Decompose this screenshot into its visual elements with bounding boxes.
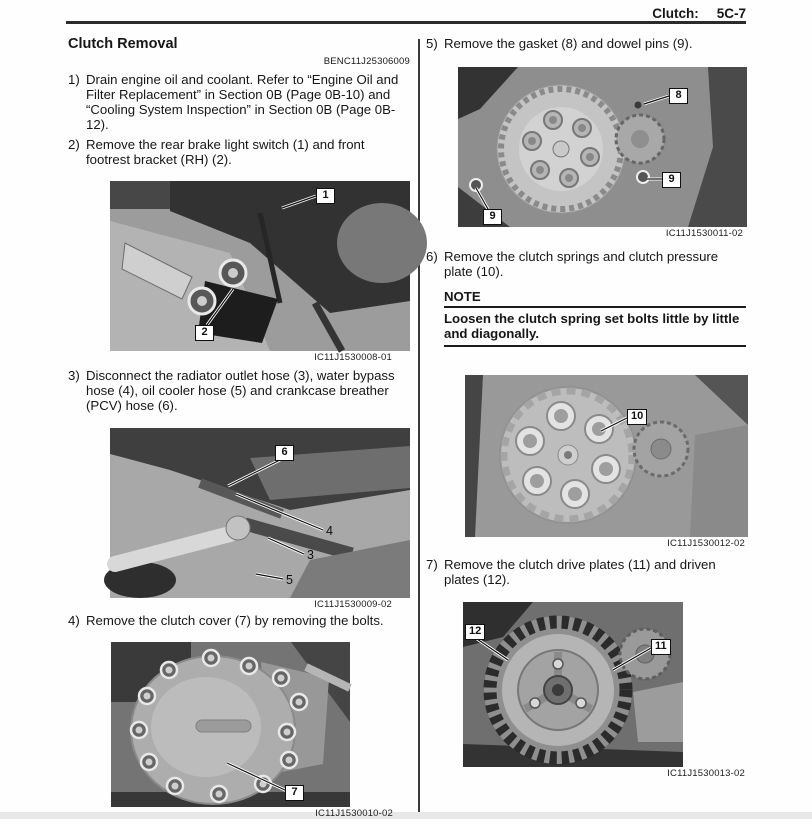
figure-caption: IC11J1530010-02 (315, 808, 393, 819)
step-text: Disconnect the radiator outlet hose (3), water bypass hose (4), oil cooler hose (5) and crankcase breather (PCV) hose (6). (86, 368, 395, 413)
right-column (426, 31, 748, 779)
figure-pressure-plate (465, 375, 748, 549)
step-number: 7) (426, 557, 438, 572)
step-text: Remove the clutch cover (7) by removing the bolts. (86, 613, 384, 628)
callout-label: 11 (651, 639, 671, 655)
photo-illustration (110, 428, 410, 598)
column-divider (418, 39, 420, 812)
figure-clutch-cover (111, 642, 410, 819)
step-text: Remove the rear brake light switch (1) and front footrest bracket (RH) (2). (86, 137, 365, 167)
step-item-1 (68, 72, 410, 132)
figure-caption: IC11J1530012-02 (667, 538, 745, 549)
callout-label: 2 (195, 325, 214, 341)
figure-brake-light-switch (110, 181, 410, 363)
photo-pressure-plate (465, 375, 748, 537)
document-ref-code: BENC11J25306009 (323, 56, 410, 67)
header-rule (66, 21, 746, 24)
photo-gasket-dowel-pins (458, 67, 747, 227)
photo-illustration (458, 67, 747, 227)
note-divider (444, 345, 746, 347)
figure-gasket-dowel-pins (458, 67, 748, 239)
callout-label: 12 (465, 624, 485, 640)
callout-label: 1 (316, 188, 335, 204)
callout-label: 9 (662, 172, 681, 188)
step-item-3 (68, 368, 410, 413)
step-number: 5) (426, 36, 438, 51)
step-text: Drain engine oil and coolant. Refer to “Engine Oil and Filter Replacement” in Section 0B (Page 0B-10) and “Cooling System Inspection” in Section 0B (Page 0B-12). (86, 72, 399, 132)
step-text: Remove the clutch drive plates (11) and driven plates (12). (444, 557, 716, 587)
callout-label: 10 (627, 409, 647, 425)
figure-drive-plates (463, 602, 748, 779)
note-divider (444, 306, 746, 308)
figure-hoses (110, 428, 410, 610)
step-number: 1) (68, 72, 80, 87)
note-label: NOTE (444, 289, 481, 304)
step-number: 4) (68, 613, 80, 628)
section-title: Clutch Removal (68, 36, 178, 52)
photo-illustration (110, 181, 410, 351)
photo-illustration (465, 375, 748, 537)
step-text: Remove the gasket (8) and dowel pins (9). (444, 36, 693, 51)
callout-label: 4 (326, 524, 333, 538)
step-number: 6) (426, 249, 438, 264)
photo-drive-plates (463, 602, 683, 767)
photo-clutch-cover (111, 642, 350, 807)
callout-label: 3 (307, 548, 314, 562)
header-section-label: Clutch: (652, 6, 699, 21)
callout-label: 8 (669, 88, 688, 104)
step-item-4 (68, 613, 410, 628)
photo-hoses (110, 428, 410, 598)
header-page-code: 5C-7 (716, 6, 746, 21)
callout-label: 5 (286, 573, 293, 587)
figure-caption: IC11J1530011-02 (665, 228, 743, 239)
photo-brake-light-switch (110, 181, 410, 351)
step-item-5 (426, 36, 748, 51)
step-number: 3) (68, 368, 80, 383)
figure-caption: IC11J1530008-01 (314, 352, 392, 363)
step-text: Remove the clutch springs and clutch pressure plate (10). (444, 249, 719, 279)
note-text: Loosen the clutch spring set bolts little by little and diagonally. (444, 311, 740, 341)
callout-label: 6 (275, 445, 294, 461)
figure-caption: IC11J1530013-02 (667, 768, 745, 779)
note-block (444, 289, 746, 347)
left-column (68, 31, 410, 819)
figure-caption: IC11J1530009-02 (314, 599, 392, 610)
step-number: 2) (68, 137, 80, 152)
photo-illustration (111, 642, 350, 807)
step-item-2 (68, 137, 410, 167)
callout-label: 7 (285, 785, 304, 801)
photo-illustration (463, 602, 683, 767)
page-header (66, 6, 746, 21)
step-item-6 (426, 249, 748, 279)
callout-label: 9 (483, 209, 502, 225)
step-item-7 (426, 557, 748, 587)
